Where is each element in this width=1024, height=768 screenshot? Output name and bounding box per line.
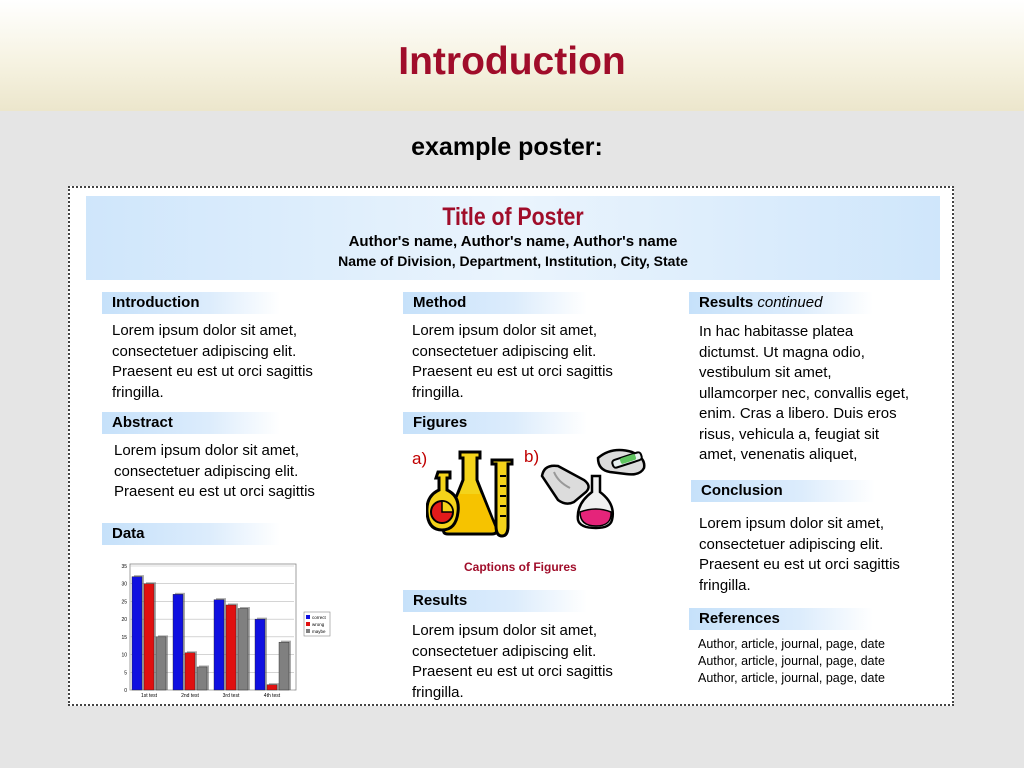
results-continued-line: In hac habitasse platea	[699, 323, 854, 340]
figure-label-b: b)	[524, 447, 540, 466]
reference-item: Author, article, journal, page, date	[698, 671, 885, 685]
introduction-line: Praesent eu est ut orci sagittis	[112, 363, 313, 380]
results-text	[412, 621, 613, 703]
bar-correct	[173, 594, 183, 690]
results-line: consectetuer adipiscing elit.	[412, 642, 597, 660]
section-heading-data: Data	[102, 523, 280, 545]
bar-correct	[214, 600, 224, 690]
y-tick-label: 25	[121, 599, 127, 606]
results-continued-text	[699, 322, 909, 466]
section-heading-results: Results	[403, 590, 587, 612]
poster-banner	[86, 196, 940, 280]
introduction-line: fringilla.	[112, 383, 164, 401]
introduction-text	[112, 321, 313, 403]
figure-label-a: a)	[412, 449, 428, 468]
legend-swatch	[306, 622, 310, 626]
reference-item: Author, article, journal, page, date	[698, 654, 885, 668]
bar-maybe	[156, 637, 166, 690]
method-line: Lorem ipsum dolor sit amet,	[412, 322, 598, 339]
y-tick-label: 5	[124, 670, 127, 677]
data-chart	[116, 558, 378, 698]
poster-authors: Author's name, Author's name, Author's name	[348, 233, 678, 250]
results-line: Lorem ipsum dolor sit amet,	[412, 622, 598, 639]
legend-swatch	[306, 629, 310, 633]
bar-wrong	[267, 685, 277, 690]
section-heading-method: Method	[403, 292, 587, 314]
legend-label: wrong	[312, 622, 325, 627]
reference-item: Author, article, journal, page, date	[698, 637, 885, 651]
x-tick-label: 1st test	[140, 693, 158, 698]
figure-caption: Captions of Figures	[464, 560, 577, 574]
results-continued-line: enim. Cras a libero. Duis eros	[699, 405, 897, 422]
slide-title: Introduction	[398, 40, 626, 83]
conclusion-text	[699, 514, 900, 596]
y-tick-label: 15	[121, 634, 127, 641]
x-tick-label: 3rd test	[222, 693, 240, 698]
y-tick-label: 10	[121, 652, 127, 659]
legend-label: correct	[312, 615, 326, 620]
results-line: fringilla.	[412, 683, 464, 701]
bar-correct	[132, 577, 142, 690]
introduction-line: consectetuer adipiscing elit.	[112, 342, 297, 360]
bar-maybe	[279, 642, 289, 690]
poster-affiliation: Name of Division, Department, Institution, City, State	[338, 253, 688, 269]
results-continued-heading: Results	[699, 294, 754, 311]
abstract-line: consectetuer adipiscing elit.	[114, 462, 299, 480]
conclusion-line: Praesent eu est ut orci sagittis	[699, 556, 900, 573]
y-tick-label: 20	[121, 617, 127, 624]
conclusion-line: fringilla.	[699, 576, 751, 594]
y-tick-label: 30	[121, 581, 127, 588]
section-heading-figures: Figures	[403, 412, 587, 434]
abstract-line: Lorem ipsum dolor sit amet,	[114, 442, 300, 459]
results-continued-line: risus, vehicula a, feugiat sit	[699, 425, 880, 443]
method-line: fringilla.	[412, 383, 464, 401]
abstract-line: Praesent eu est ut orci sagittis	[114, 483, 315, 500]
results-continued-line: dictumst. Ut magna odio,	[699, 343, 865, 361]
section-heading-abstract: Abstract	[102, 412, 280, 434]
section-heading-conclusion: Conclusion	[691, 480, 875, 502]
bar-maybe	[197, 667, 207, 690]
conclusion-line: Lorem ipsum dolor sit amet,	[699, 515, 885, 532]
references-text	[698, 636, 885, 687]
results-continued-line: ullamcorper nec, convallis eget,	[699, 384, 910, 402]
lab-flasks-icon	[426, 446, 522, 540]
bar-chart-svg	[116, 558, 378, 698]
y-tick-label: 0	[124, 688, 127, 694]
y-tick-label: 35	[121, 564, 127, 570]
bar-maybe	[238, 609, 248, 690]
abstract-text	[114, 441, 315, 503]
section-heading-results-continued	[689, 292, 873, 314]
x-tick-label: 2nd test	[181, 693, 199, 698]
section-heading-introduction: Introduction	[102, 292, 280, 314]
conclusion-line: consectetuer adipiscing elit.	[699, 535, 884, 553]
legend-swatch	[306, 615, 310, 619]
bar-correct	[255, 619, 265, 690]
method-line: Praesent eu est ut orci sagittis	[412, 363, 613, 380]
results-line: Praesent eu est ut orci sagittis	[412, 663, 613, 680]
section-heading-references: References	[689, 608, 873, 630]
bar-wrong	[226, 605, 236, 690]
x-tick-label: 4th test	[263, 693, 281, 698]
poster-title: Title of Poster	[442, 203, 584, 231]
slide-subtitle: example poster:	[411, 133, 603, 161]
bar-wrong	[185, 653, 195, 690]
introduction-line: Lorem ipsum dolor sit amet,	[112, 322, 298, 339]
results-continued-line: vestibulum sit amet,	[699, 364, 832, 381]
example-poster	[68, 186, 954, 706]
results-continued-suffix: continued	[757, 294, 823, 311]
gloved-hands-flask-icon	[540, 446, 650, 532]
method-line: consectetuer adipiscing elit.	[412, 342, 597, 360]
results-continued-line: amet, venenatis aliquet,	[699, 446, 858, 463]
legend-label: maybe	[312, 629, 326, 634]
bar-wrong	[144, 584, 154, 690]
method-text	[412, 321, 613, 403]
